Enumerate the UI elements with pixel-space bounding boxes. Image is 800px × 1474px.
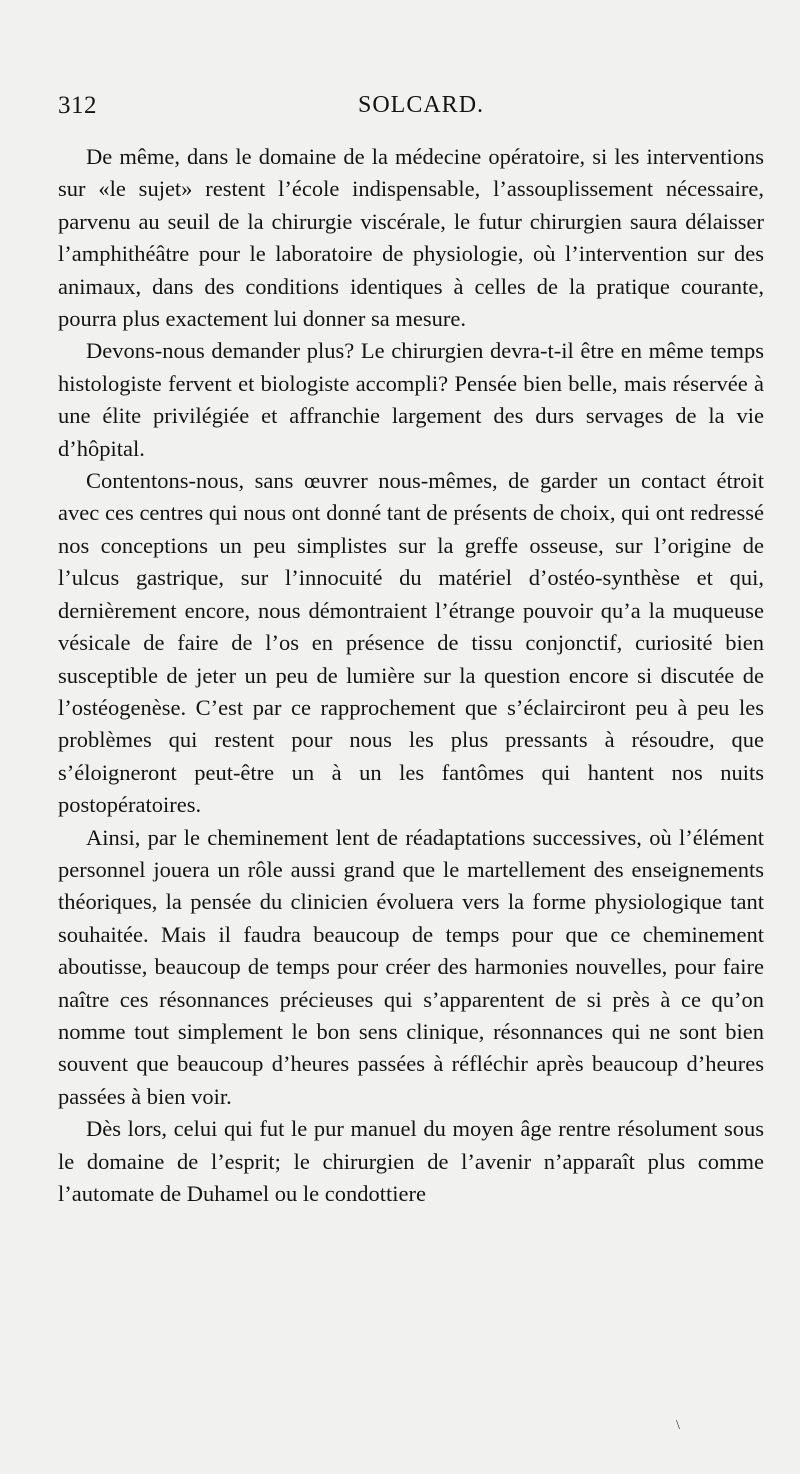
paragraph: Dès lors, celui qui fut le pur manuel du moyen âge rentre résolument sous le domaine de l’esprit; le chirurgien de l’avenir n’apparaît plus comme l’automate de Duhamel ou le condottiere [58, 1116, 764, 1206]
running-head: SOLCARD. [358, 92, 485, 118]
body-text [58, 141, 764, 1210]
page-header [58, 92, 758, 132]
paragraph: Devons-nous demander plus? Le chirurgien devra-t-il être en même temps histologiste fervent et biologiste accompli? Pensée bien belle, mais réservée à une élite privilégiée et affranchie largement des durs servages de la vie d’hôpital. [58, 338, 764, 461]
paragraph: Ainsi, par le cheminement lent de réadaptations successives, où l’élément personnel jouera un rôle aussi grand que le martellement des enseignements théoriques, la pensée du clinicien évoluera vers la forme physiologique tant souhaitée. Mais il faudra beaucoup de temps pour que ce cheminement aboutisse, beaucoup de temps pour créer des harmonies nouvelles, pour faire naître ces résonnances précieuses qui s’apparentent de si près à ce qu’on nomme tout simplement le bon sens clinique, résonnances qui ne sont bien souvent que beaucoup d’heures passées à réfléchir après beaucoup d’heures passées à bien voir. [58, 824, 764, 1109]
footer-mark: \ [676, 1418, 680, 1433]
paragraph: De même, dans le domaine de la médecine opératoire, si les interventions sur «le sujet» restent l’école indispensable, l’assouplissement nécessaire, parvenu au seuil de la chirurgie viscérale, le futur chirurgien saura délaisser l’amphithéâtre pour le laboratoire de physiologie, où l’intervention sur des animaux, dans des conditions identiques à celles de la pratique courante, pourra plus exactement lui donner sa mesure. [58, 144, 764, 332]
page-number: 312 [58, 92, 97, 119]
paragraph: Contentons-nous, sans œuvrer nous-mêmes, de garder un contact étroit avec ces centres qui nous ont donné tant de présents de choix, qui ont redressé nos conceptions un peu simplistes sur la greffe osseuse, sur l’origine de l’ulcus gastrique, sur l’innocuité du matériel d’ostéo-synthèse et qui, dernièrement encore, nous démontraient l’étrange pouvoir qu’a la muqueuse vésicale de faire de l’os en présence de tissu conjonctif, curiosité bien susceptible de jeter un peu de lumière sur la question encore si discutée de l’ostéogenèse. C’est par ce rapprochement que s’éclairciront peu à peu les problèmes qui restent pour nous les plus pressants à résoudre, que s’éloigneront peut-être un à un les fantômes qui hantent nos nuits postopératoires. [58, 468, 764, 818]
